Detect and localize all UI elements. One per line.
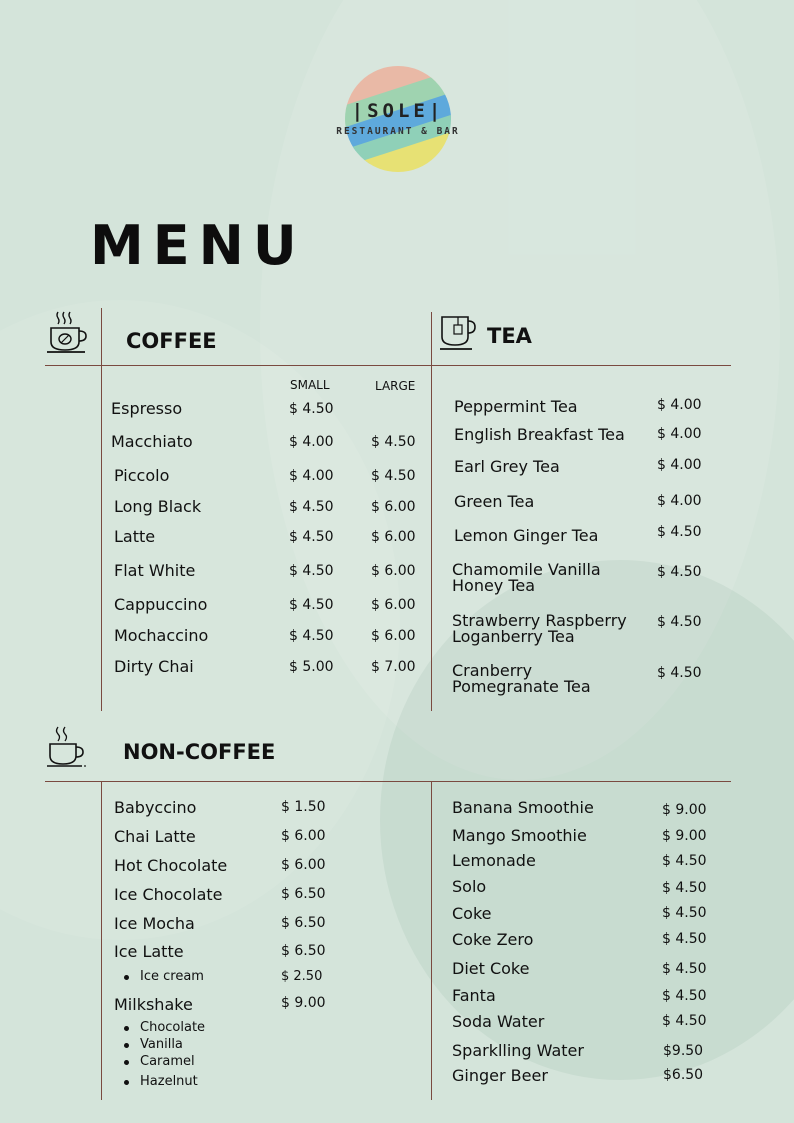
- menu-item-name: Macchiato: [111, 432, 193, 451]
- menu-item-price: $ 4.50: [662, 1013, 707, 1029]
- menu-item-price: $ 6.50: [281, 886, 326, 902]
- tea-cup-icon: [439, 315, 477, 359]
- price-large: $ 6.00: [371, 597, 416, 613]
- menu-item-name: Coke: [452, 904, 492, 923]
- menu-item-name: Ice Latte: [114, 942, 184, 961]
- price-small: $ 4.50: [289, 529, 334, 545]
- brand-tagline: RESTAURANT & BAR: [336, 126, 460, 137]
- menu-item-price: $ 4.50: [662, 931, 707, 947]
- size-header-large: LARGE: [375, 379, 416, 393]
- price-small: $ 4.50: [289, 597, 334, 613]
- flavour-item: Hazelnut: [140, 1074, 198, 1089]
- menu-item-name: Long Black: [114, 497, 202, 516]
- section-divider: [45, 781, 731, 782]
- price-small: $ 5.00: [289, 659, 334, 675]
- menu-item-name: Fanta: [452, 986, 496, 1005]
- menu-item-name: Piccolo: [114, 466, 170, 485]
- menu-item-price: $9.50: [663, 1043, 704, 1059]
- menu-item-price: $ 1.50: [281, 799, 326, 815]
- menu-item-name: Diet Coke: [452, 959, 530, 978]
- page-title: MENU: [90, 214, 306, 277]
- menu-item-name: Hot Chocolate: [114, 856, 228, 875]
- menu-item-price: $ 6.50: [281, 943, 326, 959]
- menu-item-name: Banana Smoothie: [452, 798, 594, 817]
- menu-item-name: Ice Chocolate: [114, 885, 223, 904]
- tea-item-price: $ 4.50: [657, 665, 702, 681]
- menu-item-name: Latte: [114, 527, 156, 546]
- menu-item-price: $ 6.00: [281, 828, 326, 844]
- menu-item-name: Ice Mocha: [114, 914, 195, 933]
- menu-item-name: Solo: [452, 877, 487, 896]
- tea-item-name: Strawberry Raspberry: [452, 611, 627, 630]
- size-header-small: SMALL: [290, 378, 330, 392]
- section-divider: [45, 365, 731, 366]
- menu-item-name: Mango Smoothie: [452, 826, 587, 845]
- coffee-cup-icon: [46, 310, 88, 360]
- price-large: $ 6.00: [371, 499, 416, 515]
- menu-item-price: $ 9.00: [662, 802, 707, 818]
- tea-item-name: English Breakfast Tea: [454, 425, 625, 444]
- tea-item-price: $ 4.50: [657, 524, 702, 540]
- price-small: $ 4.50: [289, 563, 334, 579]
- tea-item-name-line2: Honey Tea: [452, 576, 536, 595]
- menu-item-name: Milkshake: [114, 995, 193, 1014]
- menu-item-price: $ 4.50: [662, 961, 707, 977]
- tea-title: TEA: [487, 324, 532, 348]
- tea-item-price: $ 4.00: [657, 397, 702, 413]
- menu-item-price: $6.50: [663, 1067, 704, 1083]
- tea-item-name: Cranberry: [452, 661, 533, 680]
- tea-item-name: Peppermint Tea: [454, 397, 578, 416]
- flavour-item: Chocolate: [140, 1020, 206, 1035]
- tea-item-name-line2: Loganberry Tea: [452, 627, 575, 646]
- menu-item-price: $ 9.00: [662, 828, 707, 844]
- tea-item-name: Lemon Ginger Tea: [454, 526, 599, 545]
- menu-item-price: $ 4.50: [662, 880, 707, 896]
- non-coffee-title: NON-COFFEE: [123, 740, 276, 764]
- price-small: $ 4.00: [289, 468, 334, 484]
- coffee-title: COFFEE: [126, 329, 217, 353]
- menu-item-price: $ 4.50: [662, 905, 707, 921]
- menu-item-name: Soda Water: [452, 1012, 545, 1031]
- tea-item-name: Chamomile Vanilla: [452, 560, 601, 579]
- column-divider: [101, 782, 102, 1100]
- menu-item-name: Sparklling Water: [452, 1041, 584, 1060]
- menu-item-price: $ 6.00: [281, 857, 326, 873]
- price-small: $ 4.00: [289, 434, 334, 450]
- flavour-item: Vanilla: [140, 1037, 183, 1052]
- price-large: $ 6.00: [371, 563, 416, 579]
- column-divider: [431, 782, 432, 1100]
- price-large: $ 7.00: [371, 659, 416, 675]
- menu-item-name: Espresso: [111, 399, 183, 418]
- menu-item-price: $ 6.50: [281, 915, 326, 931]
- tea-item-price: $ 4.50: [657, 564, 702, 580]
- menu-item-name: Ginger Beer: [452, 1066, 548, 1085]
- menu-item-name: Chai Latte: [114, 827, 196, 846]
- tea-item-price: $ 4.00: [657, 493, 702, 509]
- price-small: $ 4.50: [289, 499, 334, 515]
- price-large: $ 4.50: [371, 468, 416, 484]
- hot-drink-icon: [46, 725, 88, 773]
- menu-item-name: Coke Zero: [452, 930, 534, 949]
- menu-item-name: Lemonade: [452, 851, 536, 870]
- menu-item-price: $ 4.50: [662, 853, 707, 869]
- menu-item-price: $ 9.00: [281, 995, 326, 1011]
- menu-item-name: Mochaccino: [114, 626, 209, 645]
- menu-item-name: Babyccino: [114, 798, 197, 817]
- menu-item-name: Cappuccino: [114, 595, 208, 614]
- tea-item-name: Green Tea: [454, 492, 535, 511]
- price-large: $ 6.00: [371, 529, 416, 545]
- tea-item-price: $ 4.50: [657, 614, 702, 630]
- price-large: $ 6.00: [371, 628, 416, 644]
- tea-item-price: $ 4.00: [657, 426, 702, 442]
- price-large: $ 4.50: [371, 434, 416, 450]
- flavour-item: Caramel: [140, 1054, 195, 1069]
- menu-item-price: $ 4.50: [662, 988, 707, 1004]
- menu-item-name: Dirty Chai: [114, 657, 194, 676]
- brand-name: |SOLE|: [351, 100, 445, 122]
- tea-item-price: $ 4.00: [657, 457, 702, 473]
- addon-price: $ 2.50: [281, 969, 323, 984]
- tea-item-name-line2: Pomegranate Tea: [452, 677, 591, 696]
- addon-name: Ice cream: [140, 969, 204, 984]
- tea-item-name: Earl Grey Tea: [454, 457, 560, 476]
- price-small: $ 4.50: [289, 401, 334, 417]
- price-small: $ 4.50: [289, 628, 334, 644]
- column-divider: [101, 308, 102, 711]
- menu-item-name: Flat White: [114, 561, 196, 580]
- column-divider: [431, 312, 432, 711]
